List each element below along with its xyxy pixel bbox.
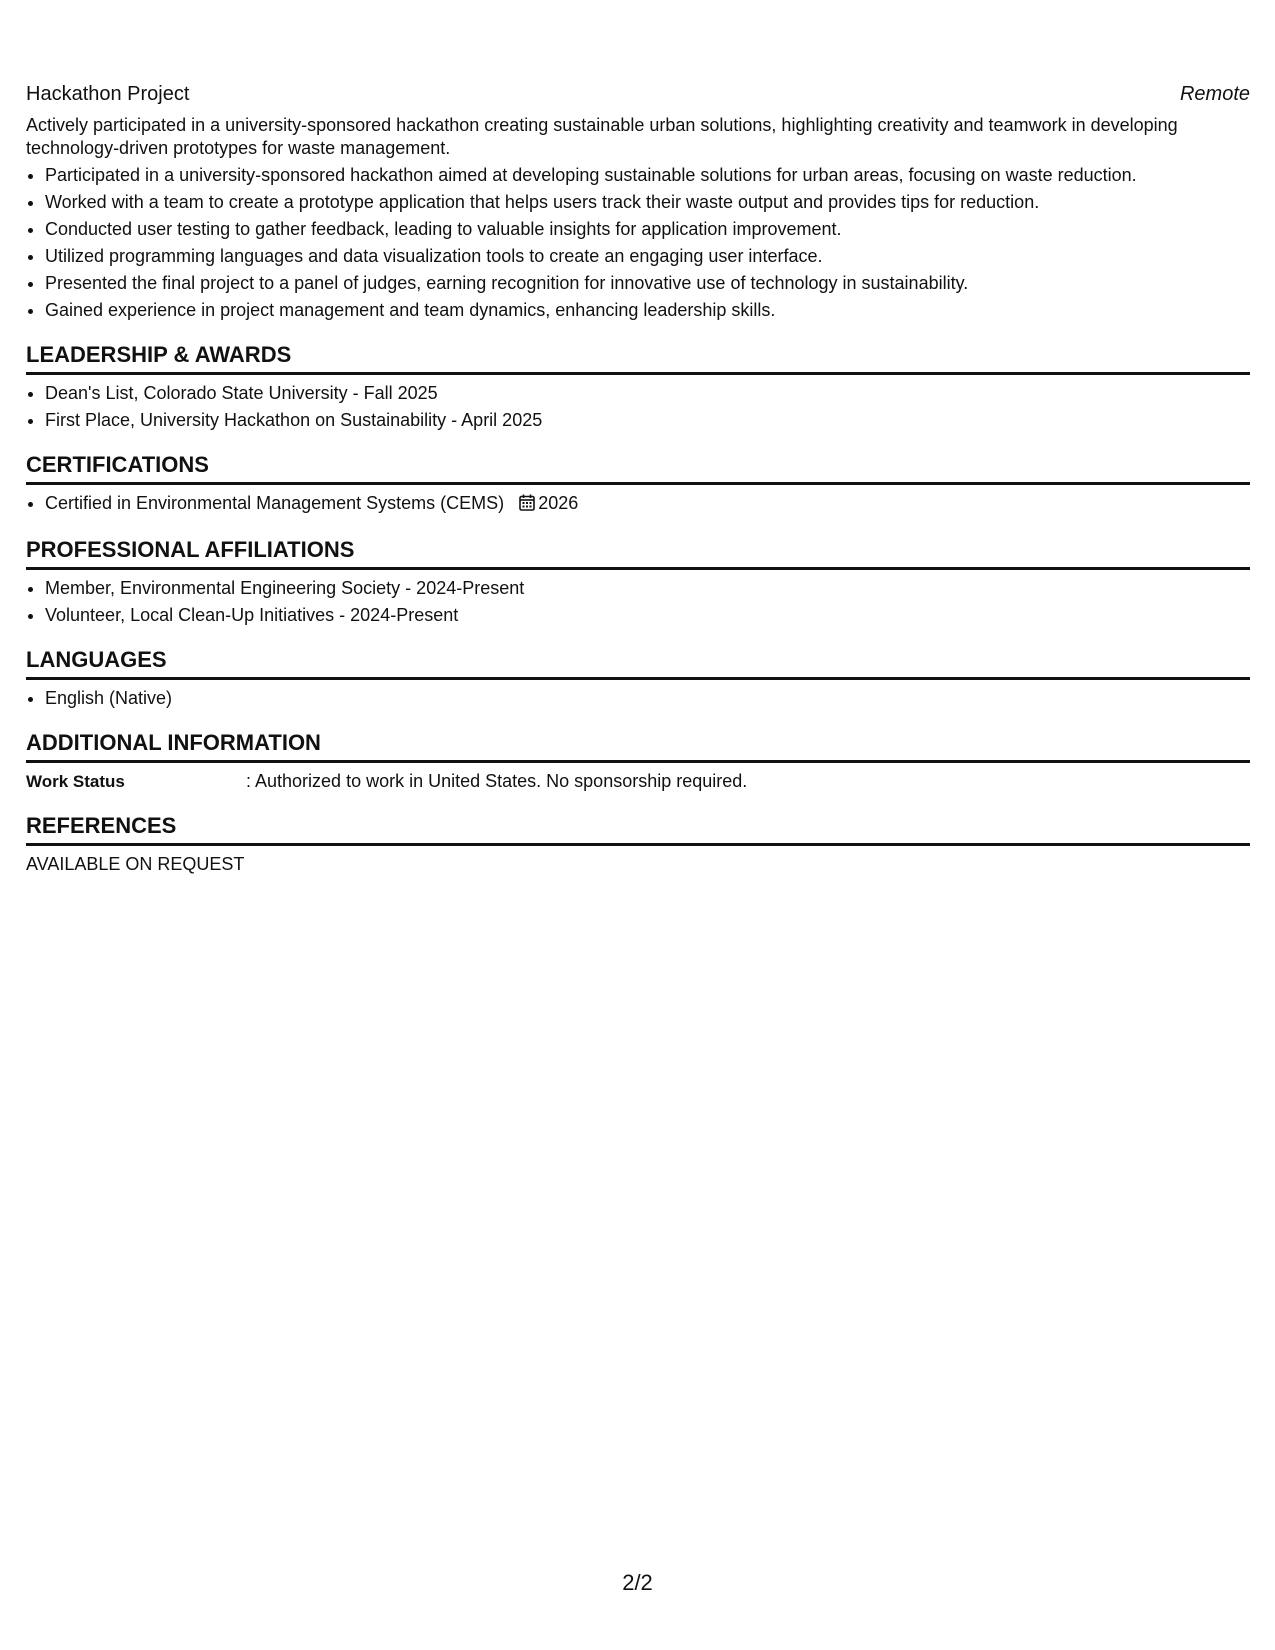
- references-text: AVAILABLE ON REQUEST: [26, 854, 245, 874]
- section-title-languages: LANGUAGES: [26, 645, 1250, 680]
- project-entry: [26, 80, 1250, 324]
- list-item: • Participated in a university-sponsored hackathon aimed at developing sustainable solutions for urban areas, focusing on waste reduction.: [45, 162, 1250, 189]
- additional-info-section: [26, 728, 1250, 795]
- list-item: • Worked with a team to create a prototype application that helps users track their waste output and provides tips for reduction.: [45, 189, 1250, 216]
- section-title-additional: ADDITIONAL INFORMATION: [26, 728, 1250, 763]
- references-section: [26, 811, 1250, 878]
- leadership-list: [26, 380, 1250, 434]
- section-title-certifications: CERTIFICATIONS: [26, 450, 1250, 485]
- project-location: Remote: [1179, 83, 1250, 105]
- list-item: • Utilized programming languages and data visualization tools to create an engaging user interface.: [45, 243, 1250, 270]
- certification-year: 2026: [538, 493, 579, 513]
- list-item: • Volunteer, Local Clean-Up Initiatives - 2024-Present: [45, 602, 1250, 629]
- certification-name: Certified in Environmental Management Systems (CEMS): [45, 493, 505, 513]
- leadership-section: [26, 340, 1250, 434]
- list-item: • Conducted user testing to gather feedback, leading to valuable insights for application improvement.: [45, 216, 1250, 243]
- affiliations-section: [26, 535, 1250, 629]
- project-header: [26, 80, 1250, 108]
- list-item: • Presented the final project to a panel of judges, earning recognition for innovative use of technology in sustainability.: [45, 270, 1250, 297]
- work-status-value: : Authorized to work in United States. No sponsorship required.: [246, 771, 748, 791]
- languages-section: [26, 645, 1250, 712]
- calendar-icon: [519, 492, 535, 519]
- list-item: • English (Native): [45, 685, 1250, 712]
- affiliations-list: [26, 575, 1250, 629]
- section-title-leadership: LEADERSHIP & AWARDS: [26, 340, 1250, 375]
- section-title-affiliations: PROFESSIONAL AFFILIATIONS: [26, 535, 1250, 570]
- list-item: [45, 490, 1250, 519]
- list-item: • Gained experience in project management and team dynamics, enhancing leadership skills.: [45, 297, 1250, 324]
- certifications-section: [26, 450, 1250, 519]
- project-bullets: [26, 162, 1250, 324]
- list-item: • Member, Environmental Engineering Society - 2024-Present: [45, 575, 1250, 602]
- list-item: • First Place, University Hackathon on Sustainability - April 2025: [45, 407, 1250, 434]
- resume-page: [26, 80, 1250, 878]
- list-item: • Dean's List, Colorado State University - Fall 2025: [45, 380, 1250, 407]
- work-status-row: [26, 768, 1250, 795]
- certifications-list: [26, 490, 1250, 519]
- work-status-label: Work Status: [26, 772, 125, 791]
- page-number: 2/2: [622, 1570, 653, 1595]
- languages-list: [26, 685, 1250, 712]
- section-title-references: REFERENCES: [26, 811, 1250, 846]
- project-description: Actively participated in a university-sponsored hackathon creating sustainable urban solutions, highlighting creativity and teamwork in developing technology-driven prototypes for waste management.: [26, 115, 1178, 158]
- project-title: Hackathon Project: [26, 83, 190, 105]
